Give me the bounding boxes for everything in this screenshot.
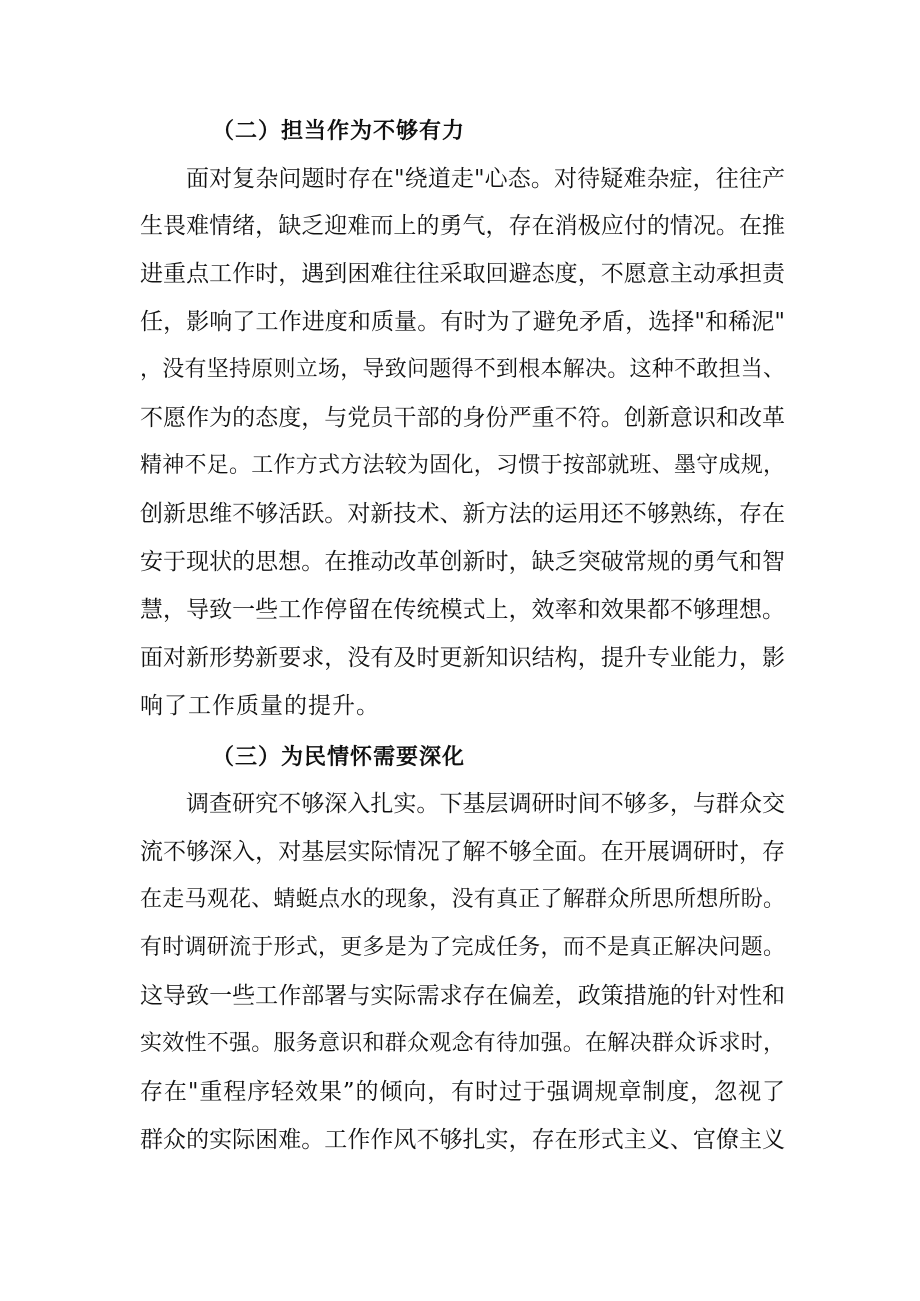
section-heading: （二）担当作为不够有力 (212, 119, 466, 144)
paragraph-line: 进重点工作时，遇到困难往往采取回避态度，不愿意主动承担责 (140, 261, 785, 287)
paragraph-line: 群众的实际困难。工作作风不够扎实，存在形式主义、官僚主义 (140, 1127, 785, 1153)
paragraph-line: 存在"重程序轻效果”的倾向，有时过于强调规章制度，忽视了 (140, 1079, 785, 1105)
section-heading: （三）为民情怀需要深化 (212, 745, 466, 770)
paragraph-line: 响了工作质量的提升。 (140, 693, 380, 719)
paragraph-line: 精神不足。工作方式方法较为固化，习惯于按部就班、墨守成规， (140, 453, 785, 478)
paragraph-line: 慧，导致一些工作停留在传统模式上，效率和效果都不够理想。 (140, 597, 785, 623)
paragraph-line: 有时调研流于形式，更多是为了完成任务，而不是真正解决问题。 (140, 935, 785, 960)
paragraph-line: ，没有坚持原则立场，导致问题得不到根本解决。这种不敢担当、 (140, 357, 785, 382)
paragraph-line: 安于现状的思想。在推动改革创新时，缺乏突破常规的勇气和智 (140, 549, 785, 575)
paragraph-line: 这导致一些工作部署与实际需求存在偏差，政策措施的针对性和 (140, 983, 785, 1009)
paragraph-line: 任，影响了工作进度和质量。有时为了避免矛盾，选择"和稀泥" (140, 309, 785, 335)
paragraph-line: 实效性不强。服务意识和群众观念有待加强。在解决群众诉求时， (140, 1031, 785, 1056)
paragraph-line: 创新思维不够活跃。对新技术、新方法的运用还不够熟练，存在 (140, 501, 785, 527)
paragraph-line: 流不够深入，对基层实际情况了解不够全面。在开展调研时，存 (140, 839, 785, 865)
paragraph-line: 调查研究不够深入扎实。下基层调研时间不够多，与群众交 (186, 791, 785, 817)
paragraph-line: 在走马观花、蜻蜓点水的现象，没有真正了解群众所思所想所盼。 (140, 887, 785, 912)
paragraph-line: 面对新形势新要求，没有及时更新知识结构，提升专业能力，影 (140, 645, 785, 671)
paragraph-line: 不愿作为的态度，与党员干部的身份严重不符。创新意识和改革 (140, 405, 785, 431)
paragraph-line: 面对复杂问题时存在"绕道走"心态。对待疑难杂症，往往产 (186, 166, 785, 192)
paragraph-line: 生畏难情绪，缺乏迎难而上的勇气，存在消极应付的情况。在推 (140, 213, 785, 239)
